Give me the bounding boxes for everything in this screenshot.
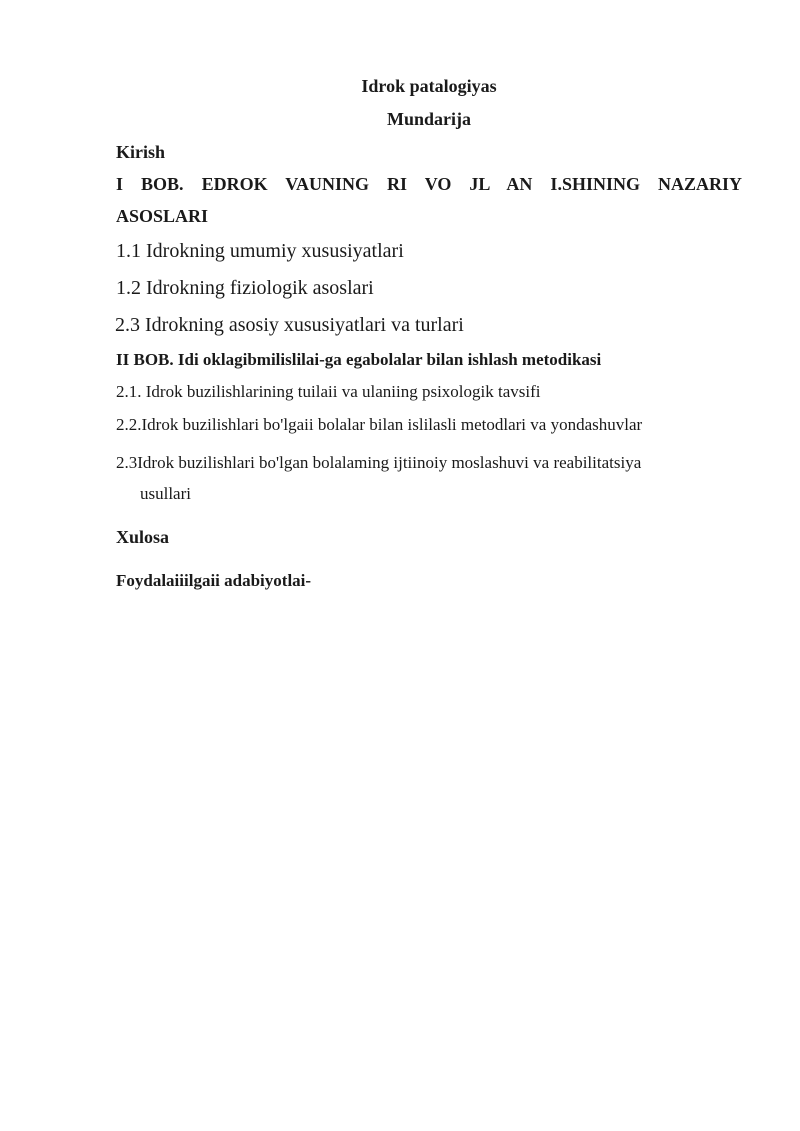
toc-entry-2-3-continued: usullari (140, 484, 191, 503)
toc-entry-1-1: 1.1 Idrokning umumiy xususiyatlari (116, 240, 404, 262)
contents-heading: Mundarija (386, 109, 471, 129)
toc-entry-2-1: 2.1. Idrok buzilishlarining tuilaii va ulaniing psixologik tavsifi (116, 382, 541, 401)
toc-entry-kirish: Kirish (116, 142, 166, 162)
toc-entry-chapter-2: II BOB. Idi oklagibmilislilai-ga egabolalar bilan ishlash metodikasi (116, 350, 602, 369)
document-title: Idrok patalogiyas (361, 76, 497, 96)
toc-entry-2-3: 2.3Idrok buzilishlari bo'lgan bolalaming ijtiinoiy moslashuvi va reabilitatsiya (116, 453, 642, 472)
toc-entry-chapter-1: I BOB. EDROK VAUNING RI VO JL AN I.SHINING NAZARIY (116, 174, 742, 194)
toc-entry-chapter-1-continued: ASOSLARI (116, 206, 209, 226)
toc-entry-2-3-chapter-1: 2.3 Idrokning asosiy xususiyatlari va turlari (115, 314, 464, 336)
toc-entry-2-2: 2.2.Idrok buzilishlari bo'lgaii bolalar bilan islilasli metodlari va yondashuvlar (116, 415, 643, 434)
toc-entry-references: Foydalaiiilgaii adabiyotlai- (116, 571, 312, 590)
toc-entry-1-2: 1.2 Idrokning fiziologik asoslari (116, 277, 374, 299)
toc-entry-xulosa: Xulosa (116, 527, 170, 547)
